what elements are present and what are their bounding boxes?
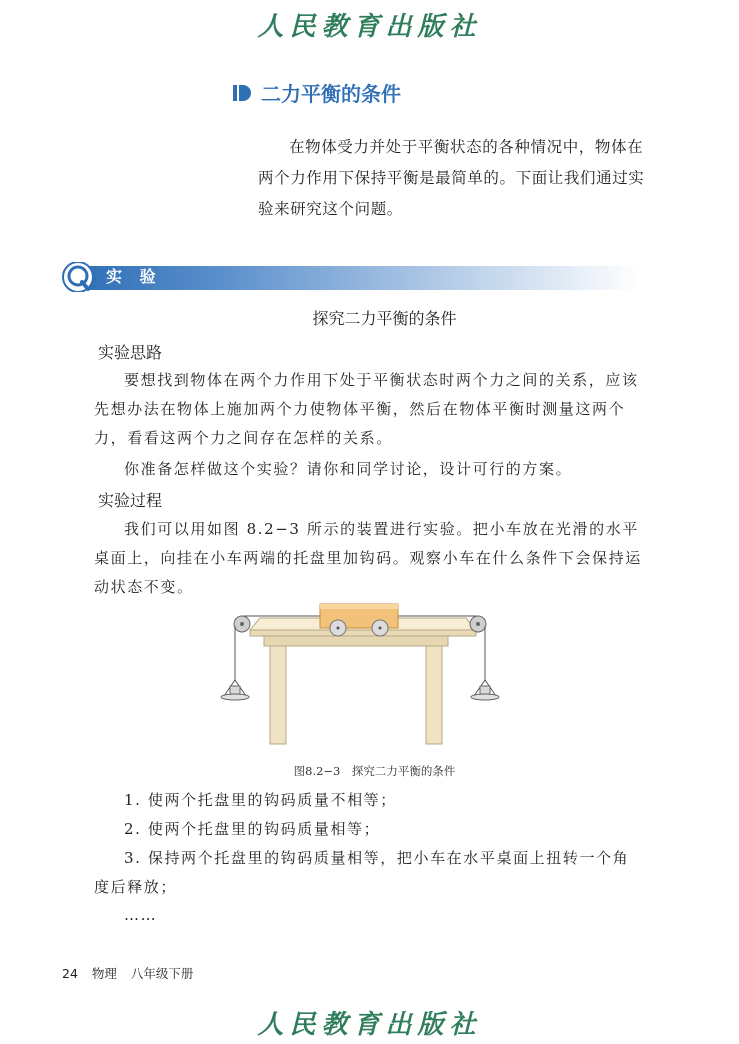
page-footer <box>62 964 203 982</box>
section-title <box>233 78 401 107</box>
cart-block-highlight <box>320 604 398 609</box>
table-top-edge <box>250 630 476 636</box>
publisher-logo: 人民教育出版社 <box>257 12 482 42</box>
pan-right <box>471 694 499 700</box>
page-number: 24 <box>62 966 78 981</box>
grade-label: 八年级下册 <box>130 966 194 981</box>
intro-paragraph <box>258 132 646 225</box>
experiment-figure <box>220 600 510 750</box>
idea-heading: 实验思路 <box>98 343 163 362</box>
step-3: 3. 保持两个托盘里的钩码质量相等，把小车在水平桌面上扭转一个角度后释放； <box>94 849 630 896</box>
process-paragraph: 我们可以用如图 8.2−3 所示的装置进行实验。把小车放在光滑的水平桌面上，向挂在小车两端的托盘里加钩码。观察小车在什么条件下会保持运动状态不变。 <box>94 520 642 596</box>
intro-text: 在物体受力并处于平衡状态的各种情况中，物体在两个力作用下保持平衡是最简单的。下面让我们通过实验来研究这个问题。 <box>258 138 645 218</box>
publisher-logo-bottom: 人民教育出版社 <box>257 1010 482 1040</box>
weight-right <box>480 686 490 694</box>
process-heading: 实验过程 <box>98 491 163 510</box>
section-marker-icon <box>233 83 253 103</box>
figure-caption: 图8.2−3 探究二力平衡的条件 <box>293 764 456 778</box>
experiment-label: 实 验 <box>106 267 162 286</box>
table-leg-left <box>270 636 286 744</box>
subject-name: 物理 <box>91 966 117 981</box>
experiment-title: 探究二力平衡的条件 <box>312 309 457 328</box>
idea-paragraph-1: 要想找到物体在两个力作用下处于平衡状态时两个力之间的关系，应该先想办法在物体上施加两个力使物体平衡，然后在物体平衡时测量这两个力，看看这两个力之间存在怎样的关系。 <box>94 371 639 447</box>
idea-paragraph-2: 你准备怎样做这个实验？请你和同学讨论，设计可行的方案。 <box>124 460 573 478</box>
table-leg-right <box>426 636 442 744</box>
ellipsis: …… <box>124 906 158 924</box>
pan-left <box>221 694 249 700</box>
weight-left <box>230 686 240 694</box>
section-title-text: 二力平衡的条件 <box>261 82 401 106</box>
step-1: 1. 使两个托盘里的钩码质量不相等； <box>124 791 397 809</box>
step-2: 2. 使两个托盘里的钩码质量相等； <box>124 820 381 838</box>
